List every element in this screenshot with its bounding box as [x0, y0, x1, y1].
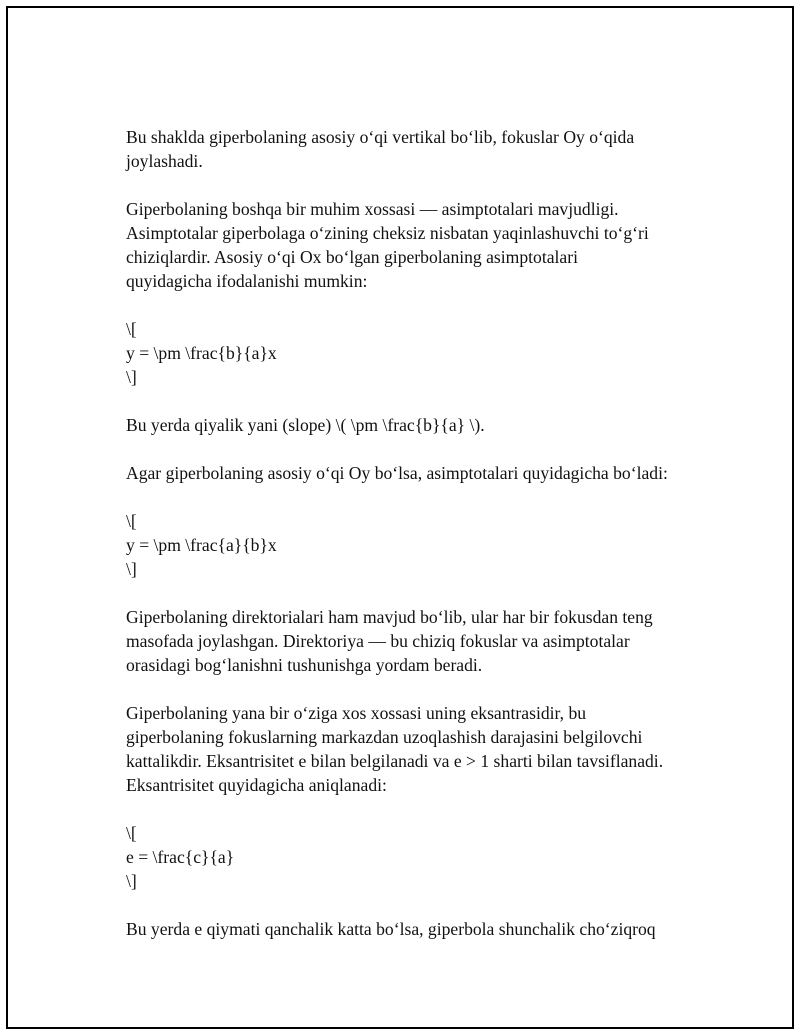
math-block-eccentricity	[126, 821, 706, 893]
math-open-delimiter: \[	[126, 823, 137, 843]
paragraph-oy-axis: Agar giperbolaning asosiy o‘qi Oy bo‘lsa, asimptotalari quyidagicha bo‘ladi:	[126, 463, 668, 483]
math-open-delimiter: \[	[126, 319, 137, 339]
paragraph-asymptotes-intro: Giperbolaning boshqa bir muhim xossasi — asimptotalari mavjudligi. Asimptotalar giperbolaga o‘zining cheksiz nisbatan yaqinlashuvchi to‘g‘ri chiziqlardir. Asosiy o‘qi Ox bo‘lgan giperbolaning asimptotalari quyidagicha ifodalanishi mumkin:	[126, 199, 649, 291]
paragraph-directrices: Giperbolaning direktorialari ham mavjud bo‘lib, ular har bir fokusdan teng masofada joylashgan. Direktoriya — bu chiziq fokuslar va asimptotalar orasidagi bog‘lanishni tushunishga yordam beradi.	[126, 607, 653, 675]
math-expression: y = \pm \frac{a}{b}x	[126, 535, 277, 555]
math-close-delimiter: \]	[126, 871, 137, 891]
paragraph-vertical-axis: Bu shaklda giperbolaning asosiy o‘qi vertikal bo‘lib, fokuslar Oy o‘qida joylashadi.	[126, 127, 635, 171]
math-open-delimiter: \[	[126, 511, 137, 531]
math-block-asymptote-ox	[126, 317, 706, 389]
math-close-delimiter: \]	[126, 559, 137, 579]
math-close-delimiter: \]	[126, 367, 137, 387]
page-frame	[6, 6, 794, 1029]
document-body	[126, 125, 706, 965]
paragraph-eccentricity: Giperbolaning yana bir o‘ziga xos xossasi uning eksantrasidir, bu giperbolaning fokuslarning markazdan uzoqlashish darajasini belgilovchi kattalikdir. Eksantrisitet e bilan belgilanadi va e > 1 sharti bilan tavsiflanadi. Eksantrisitet quyidagicha aniqlanadi:	[126, 703, 664, 795]
math-expression: e = \frac{c}{a}	[126, 847, 235, 867]
paragraph-eccentricity-meaning: Bu yerda e qiymati qanchalik katta bo‘lsa, giperbola shunchalik cho‘ziqroq	[126, 919, 656, 939]
math-block-asymptote-oy	[126, 509, 706, 581]
math-expression: y = \pm \frac{b}{a}x	[126, 343, 277, 363]
paragraph-slope: Bu yerda qiyalik yani (slope) \( \pm \frac{b}{a} \).	[126, 415, 485, 435]
